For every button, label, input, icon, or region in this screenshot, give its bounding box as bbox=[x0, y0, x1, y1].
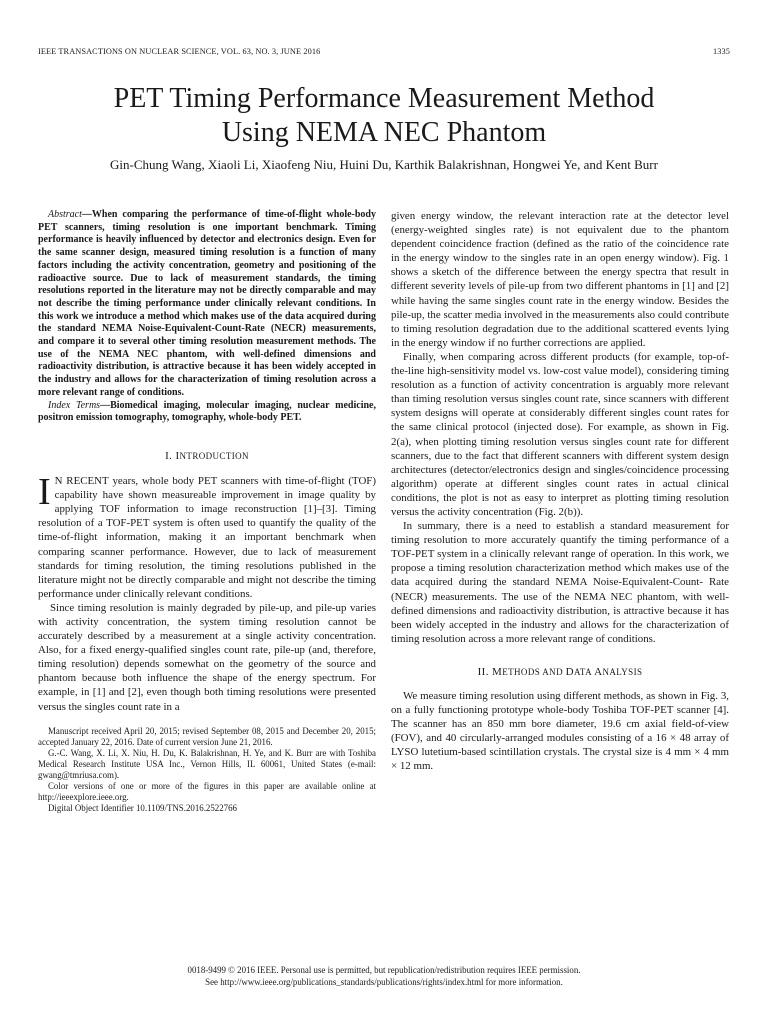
intro-paragraph-2: Since timing resolution is mainly degraded by pile-up, and pile-up varies with activity concentration, the system timing resolution cannot be accurately described by a measurement at a single activity concentration. Also, for a fixed energy-qualified singles count rate, pile-up (and, therefore, timing resolution) depends somewhat on the geometry of the source and phantom because both influence the shape of the energy spectrum. For example, in [1] and [2], even though both timing resolutions were presented versus the singles count rate in a bbox=[38, 601, 376, 713]
abstract-label: Abstract bbox=[48, 209, 82, 220]
running-head bbox=[38, 47, 730, 56]
section-title-initial: I bbox=[175, 449, 180, 462]
journal-name: IEEE TRANSACTIONS ON NUCLEAR SCIENCE, VOL. 63, NO. 3, JUNE 2016 bbox=[38, 47, 321, 56]
section2-rest-2: ATA bbox=[573, 666, 595, 677]
drop-cap: I bbox=[38, 471, 51, 514]
intro-lead-words: N RECENT bbox=[54, 475, 109, 488]
title-line-2: Using NEMA NEC Phantom bbox=[221, 117, 547, 148]
copyright-footer bbox=[30, 964, 738, 988]
methods-paragraph-1: We measure timing resolution using different methods, as shown in Fig. 3, on a fully functioning prototype whole-body Toshiba TOF-PET scanner [4]. The scanner has an 850 mm bore diameter, 19.6 cm axial field-of-view (FOV), and 40 circularly-arranged modules consisting of a 16 × 48 array of LYSO lutetium-based scintillation crystals. The crystal size is 4 mm × 4 mm × 12 mm. bbox=[391, 690, 729, 773]
author-list: Gin-Chung Wang, Xiaoli Li, Xiaofeng Niu, Huini Du, Karthik Balakrishnan, Hongwei Ye, and Kent Burr bbox=[110, 157, 658, 172]
section2-rest-3: NALYSIS bbox=[602, 666, 643, 677]
intro-p1-text: years, whole body PET scanners with time-of-flight (TOF) capability have shown measureable improvement in image quality by applying TOF information to image reconstruction [1]–[3]. Timing resolution of a TOF-PET system is often used to quantify the quality of the time-of-flight information, making it an important benchmark when comparing scanner performance. However, due to lack of measurement standards for timing resolution, the timing resolutions published in the literature might not be directly comparable and might not describe the timing performance under clinically relevant conditions. bbox=[38, 475, 376, 600]
index-terms-dash: — bbox=[100, 399, 111, 411]
index-terms bbox=[38, 400, 376, 425]
abstract-dash: — bbox=[81, 209, 92, 220]
section2-initial-1: M bbox=[492, 665, 503, 678]
abstract-text: When comparing the performance of time-of-flight whole-body PET scanners, timing resolution is one important benchmark. Timing performance is heavily influenced by detector and electronics design. Even for the same scanner design, measured timing resolution is a function of many factors including the activity concentration, geometry and positioning of the radioactive source. Due to lack of measurement standards, the timing resolutions reported in the literature may not be directly comparable and may not describe the timing performance under clinically relevant conditions. In this work we introduce a method which makes use of the data acquired during the standard NEMA Noise-Equivalent-Count-Rate (NECR) measurements, and compare it to several other timing resolution measurement methods. The use of the NEMA NEC phantom, with well-defined dimensions and radioactivity distribution, is attractive because it has been widely accepted in the industry and allows for the characterization of timing resolution across a more relevant range of conditions. bbox=[38, 209, 376, 398]
index-terms-label: Index Terms bbox=[48, 399, 101, 411]
section-number: I. bbox=[165, 449, 176, 462]
copyright-line: 0018-9499 © 2016 IEEE. Personal use is permitted, but republication/redistribution requires IEEE permission. bbox=[187, 965, 581, 975]
left-column bbox=[38, 209, 376, 814]
footnote-doi: Digital Object Identifier 10.1109/TNS.2016.2522766 bbox=[48, 802, 237, 813]
right-paragraph-1: given energy window, the relevant interaction rate at the detector level (energy-weighted singles rate) is not equivalent due to the phantom dependent coincidence fraction (defined as the ratio of the coincidence rate in the energy window to the singles rate in an open energy window). Fig. 1 shows a sketch of the difference between the energy spectra that result in different severity levels of pile-up from two different phantoms in [1] and [2] while having the same singles count rate in the energy window. Besides the pile-up, the scatter media involved in the measurements also could contribute to timing resolution degradation due to the additional scattered events lying in the energy window if no further corrections are applied. bbox=[391, 210, 729, 349]
footnote-received: Manuscript received April 20, 2015; revised September 08, 2015 and December 20, 2015; accepted January 22, 2016. Date of current version June 21, 2016. bbox=[38, 725, 376, 747]
abstract bbox=[38, 209, 376, 400]
footnotes bbox=[38, 726, 376, 814]
section2-initial-3: A bbox=[594, 665, 603, 678]
page-number: 1335 bbox=[713, 47, 730, 56]
index-terms-text: Biomedical imaging, molecular imaging, nuclear medicine, positron emission tomography, tomography, whole-body PET. bbox=[38, 399, 376, 424]
section2-initial-2: D bbox=[565, 665, 574, 678]
rights-link-line: See http://www.ieee.org/publications_standards/publications/rights/index.html for more information. bbox=[205, 977, 563, 987]
footnote-affiliation: G.-C. Wang, X. Li, X. Niu, H. Du, K. Balakrishnan, H. Ye, and K. Burr are with Toshiba Medical Research Institute USA Inc., Vernon Hills, IL 60061, United States (e-mail: gwang@tmriusa.com). bbox=[38, 747, 376, 780]
right-paragraph-3: In summary, there is a need to establish a standard measurement for timing resolution to more accurately quantify the timing performance of a TOF-PET system in a clinically relevant range of operation. In this work, we propose a timing resolution characterization method which makes use of the data acquired during the standard NEMA Noise-Equivalent-Count- Rate (NECR) measurements. The use of the NEMA NEC phantom, with well-defined dimensions and radioactivity distribution, is attractive because it has been widely accepted in the industry and allows for the characterization of timing resolution across a more relevant range of conditions. bbox=[391, 520, 729, 645]
intro-paragraph-1 bbox=[38, 471, 376, 601]
section-heading-methods bbox=[391, 665, 729, 679]
right-column bbox=[391, 209, 729, 774]
right-paragraph-2: Finally, when comparing across different products (for example, top-of-the-line high-sensitivity model vs. low-cost value model), considering timing resolution as a function of activity concentration is arguably more relevant than timing resolution versus singles count rate, since scanners with different system designs will operate at considerably different singles count rates for the same clinical protocol (injected dose). For example, as shown in Fig. 2(a), when plotting timing resolution versus singles count rate for different scanners, due to the fact that different scanners with different system design architectures (detector/electronics design and singles/coincidence processing algorithm) operate at different singles count rates in actual clinical conditions, the plot is not as easy to interpret as plotting timing resolution versus the activity concentration (Fig. 2(b)). bbox=[391, 350, 729, 518]
section2-rest-1: ETHODS AND bbox=[502, 666, 566, 677]
section-title-rest: NTRODUCTION bbox=[179, 450, 249, 461]
title-line-1: PET Timing Performance Measurement Method bbox=[113, 83, 655, 114]
section-heading-introduction bbox=[38, 449, 376, 463]
section2-number: II. bbox=[477, 665, 493, 678]
paper-title bbox=[30, 82, 738, 150]
footnote-color: Color versions of one or more of the figures in this paper are available online at http://ieeexplore.ieee.org. bbox=[38, 780, 376, 802]
